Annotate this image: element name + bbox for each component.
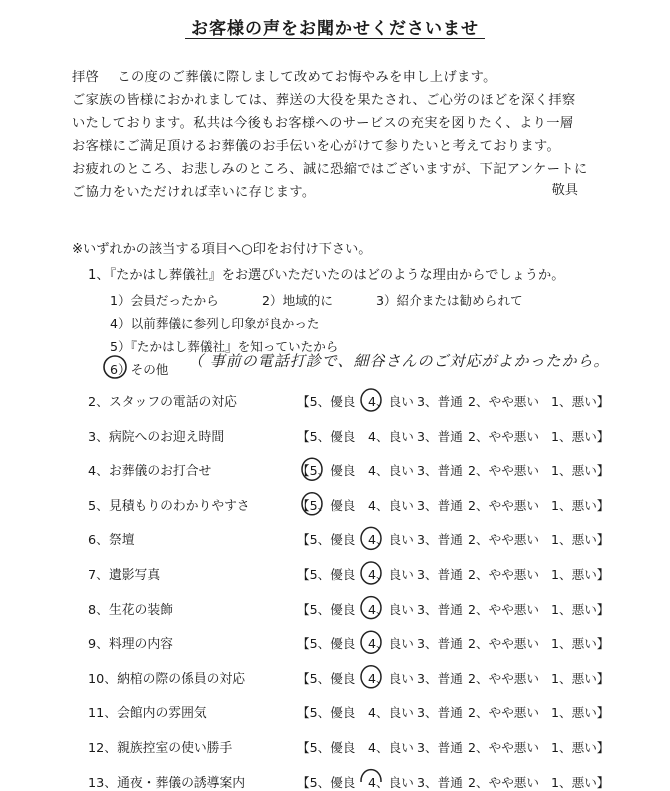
rating-row-label: 13、通夜・葬儀の誘導案内 [88,775,246,791]
rating-option-3[interactable]: 3、普通 [417,670,463,686]
rating-option-5[interactable]: 【5、優良 [297,636,356,652]
rating-option-4[interactable]: 4、良い [368,394,414,409]
rating-option-4[interactable]: 4、良い [368,705,414,721]
greeting-line: 拝啓 この度のご葬儀に際しまして改めてお悔やみを申し上げます。 [72,70,497,85]
rating-option-1[interactable]: 1、悪い】 [551,567,610,582]
rating-option-2[interactable]: 2、やや悪い [468,428,539,444]
rating-option-3[interactable]: 3、普通 [417,705,463,721]
rating-row-label: 7、遺影写真 [88,568,161,583]
greeting-line: お疲れのところ、お悲しみのところ、誠に恐縮ではございますが、下記アンケートに [72,162,588,177]
q1-option-1[interactable]: 1）会員だったから [110,293,219,308]
rating-option-4[interactable]: 4、良い [368,740,414,755]
rating-option-3[interactable]: 3、普通 [417,774,463,790]
rating-option-3[interactable]: 3、普通 [417,601,463,617]
question-1: 1、『たかはし葬儀社』をお選びいただいたのはどのような理由からでしょうか。 [88,268,565,283]
rating-row-label: 11、会館内の雰囲気 [88,706,207,722]
rating-option-4[interactable]: 4、良い [368,567,414,582]
rating-option-2[interactable]: 2、やや悪い [468,636,539,652]
rating-option-5[interactable]: 【5、優良 [297,394,356,409]
title-underline [185,38,485,39]
rating-option-2[interactable]: 2、やや悪い [468,774,539,790]
rating-option-1[interactable]: 1、悪い】 [551,463,610,479]
rating-row-label: 12、親族控室の使い勝手 [88,741,233,756]
greeting-line: ご家族の皆様におかれましては、葬送の大役を果たされ、ご心労のほどを深く拝察 [72,93,576,108]
q1-option-6[interactable]: 6）その他 [110,362,169,377]
rating-option-3[interactable]: 3、普通 [417,636,463,652]
rating-option-1[interactable]: 1、悪い】 [551,601,610,617]
rating-option-5[interactable]: 【5、優良 [297,497,356,513]
rating-option-1[interactable]: 1、悪い】 [551,394,610,409]
rating-option-3[interactable]: 3、普通 [417,740,463,755]
rating-row-label: 8、生花の装飾 [88,602,173,618]
rating-option-2[interactable]: 2、やや悪い [468,394,539,409]
rating-row-label: 9、料理の内容 [88,637,173,653]
rating-option-3[interactable]: 3、普通 [417,394,463,409]
rating-option-1[interactable]: 1、悪い】 [551,532,610,548]
rating-option-4[interactable]: 4、良い [368,428,414,444]
rating-option-1[interactable]: 1、悪い】 [551,636,610,652]
greeting-line: いたしております。私共は今後もお客様へのサービスの充実を図りたく、より一層 [72,116,574,131]
greeting-line: お客様にご満足頂けるお葬儀のお手伝いを心がけて参りたいと考えております。 [72,139,561,154]
rating-option-5[interactable]: 【5、優良 [297,774,356,790]
rating-option-2[interactable]: 2、やや悪い [468,567,539,582]
rating-row-label: 5、見積もりのわかりやすさ [88,498,250,514]
rating-row-label: 10、納棺の際の係員の対応 [88,671,246,687]
rating-option-5[interactable]: 【5、優良 [297,601,356,617]
rating-option-5[interactable]: 【5、優良 [297,567,356,582]
rating-option-1[interactable]: 1、悪い】 [551,670,610,686]
greeting-line: ご協力をいただければ幸いに存じます。 [72,185,316,200]
handwritten-answer: （ 事前の電話打診で、細谷さんのご対応がよかったから。 [188,352,610,370]
rating-option-3[interactable]: 3、普通 [417,567,463,582]
rating-option-4[interactable]: 4、良い [368,497,414,513]
rating-option-3[interactable]: 3、普通 [417,428,463,444]
rating-option-4[interactable]: 4、良い [368,670,414,686]
rating-option-1[interactable]: 1、悪い】 [551,774,610,790]
rating-option-2[interactable]: 2、やや悪い [468,670,539,686]
rating-option-2[interactable]: 2、やや悪い [468,497,539,513]
rating-option-3[interactable]: 3、普通 [417,463,463,479]
rating-option-4[interactable]: 4、良い [368,463,414,479]
q1-option-3[interactable]: 3）紹介または勧められて [376,293,523,308]
rating-option-5[interactable]: 【5、優良 [297,428,356,444]
rating-option-5[interactable]: 【5、優良 [297,705,356,721]
rating-option-4[interactable]: 4、良い [368,601,414,617]
rating-option-2[interactable]: 2、やや悪い [468,601,539,617]
instruction-note: ※いずれかの該当する項目へ○印をお付け下さい。 [72,242,372,257]
rating-option-2[interactable]: 2、やや悪い [468,532,539,548]
q1-option-5[interactable]: 5）『たかはし葬儀社』を知っていたから [110,339,339,354]
rating-option-4[interactable]: 4、良い [368,532,414,548]
rating-option-1[interactable]: 1、悪い】 [551,705,610,721]
q1-option-2[interactable]: 2）地域的に [262,293,333,308]
rating-option-2[interactable]: 2、やや悪い [468,463,539,479]
q1-option-4[interactable]: 4）以前葬儀に参列し印象が良かった [110,316,320,331]
signoff: 敬具 [551,183,578,198]
rating-option-1[interactable]: 1、悪い】 [551,497,610,513]
rating-option-1[interactable]: 1、悪い】 [551,428,610,444]
page-title: お客様の声をお聞かせくださいませ [191,19,479,39]
rating-row-label: 2、スタッフの電話の対応 [88,395,237,410]
rating-option-3[interactable]: 3、普通 [417,532,463,548]
rating-option-3[interactable]: 3、普通 [417,497,463,513]
rating-option-5[interactable]: 【5、優良 [297,463,356,479]
rating-option-5[interactable]: 【5、優良 [297,740,356,755]
rating-option-5[interactable]: 【5、優良 [297,532,356,548]
rating-option-1[interactable]: 1、悪い】 [551,740,610,755]
rating-row-label: 4、お葬儀のお打合せ [88,464,212,480]
rating-option-2[interactable]: 2、やや悪い [468,740,539,755]
rating-option-5[interactable]: 【5、優良 [297,670,356,686]
rating-row-label: 3、病院へのお迎え時間 [88,429,225,445]
rating-option-2[interactable]: 2、やや悪い [468,705,539,721]
rating-row-label: 6、祭壇 [88,533,135,549]
rating-option-4[interactable]: 4、良い [368,774,414,790]
rating-option-4[interactable]: 4、良い [368,636,414,652]
